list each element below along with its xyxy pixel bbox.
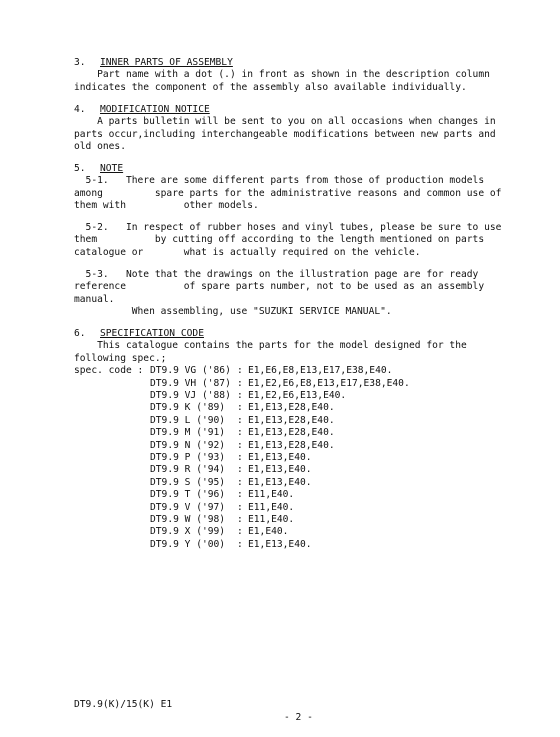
spec-model: DT9.9 L ('90) (150, 414, 226, 426)
spec-code-row (74, 365, 494, 377)
spec-region-codes: E11,E40. (248, 513, 295, 525)
spec-region-codes: E1,E13,E28,E40. (248, 414, 335, 426)
spec-code-row (74, 514, 494, 526)
spec-separator: : (237, 402, 243, 414)
spec-separator: : (237, 427, 243, 439)
note-5-2 (74, 222, 502, 259)
spec-region-codes: E1,E13,E40. (248, 476, 312, 488)
paragraph-line: 5-3. Note that the drawings on the illustration page are for ready (74, 269, 479, 280)
spec-separator: : (237, 439, 243, 451)
page-footer (74, 687, 494, 737)
spec-model: DT9.9 V ('97) (150, 501, 226, 513)
spec-model: DT9.9 R ('94) (150, 464, 226, 476)
spec-model: DT9.9 K ('89) (150, 402, 226, 414)
spec-code-row (74, 464, 494, 476)
spec-region-codes: E1,E13,E40. (248, 538, 312, 550)
spec-model: DT9.9 S ('95) (150, 476, 226, 488)
spec-separator: : (237, 513, 243, 525)
section-number: 5. (74, 163, 86, 174)
section-inner-parts (74, 57, 494, 94)
section-heading (74, 104, 494, 116)
spec-region-codes: E11,E40. (248, 489, 295, 501)
spec-model: DT9.9 VJ ('88) (150, 390, 231, 401)
spec-separator: : (237, 464, 243, 476)
spec-separator: : (237, 526, 243, 538)
section-number: 6. (74, 328, 86, 339)
paragraph-line: This catalogue contains the parts for the model designed for the (74, 340, 467, 352)
note-5-3 (74, 269, 494, 319)
spec-code-row (74, 539, 494, 551)
spec-code-row (74, 378, 494, 390)
section-note (74, 163, 502, 213)
paragraph-line: old ones. (74, 141, 126, 153)
spec-model: DT9.9 T ('96) (150, 489, 226, 501)
section-number: 4. (74, 104, 86, 115)
spec-separator: : (237, 501, 243, 513)
spec-code-row (74, 452, 494, 464)
spec-region-codes: E1,E13,E28,E40. (248, 439, 335, 451)
spec-code-table (74, 365, 494, 551)
spec-model: DT9.9 X ('99) (150, 526, 226, 538)
paragraph-line: manual. (74, 293, 115, 305)
spec-separator: : (237, 377, 243, 389)
spec-code-row (74, 477, 494, 489)
spec-code-row (74, 415, 494, 427)
section-heading (74, 328, 494, 340)
section-title: MODIFICATION NOTICE (100, 104, 210, 115)
spec-region-codes: E1,E40. (248, 526, 289, 538)
spec-model: DT9.9 Y ('00) (150, 538, 226, 550)
spec-region-codes: E1,E13,E40. (248, 464, 312, 476)
spec-code-row (74, 440, 494, 452)
section-heading (74, 163, 494, 175)
spec-region-codes: E1,E2,E6,E13,E40. (248, 390, 347, 401)
paragraph-line: them with other models. (74, 200, 259, 212)
spec-code-row (74, 390, 494, 402)
spec-code-row (74, 489, 494, 501)
section-title: NOTE (100, 163, 124, 174)
spec-model: DT9.9 M ('91) (150, 427, 226, 439)
section-specification-code (74, 328, 494, 551)
spec-separator: : (237, 451, 243, 463)
paragraph-line: 5-1. There are some different parts from those of production models (74, 175, 485, 187)
section-title: INNER PARTS OF ASSEMBLY (100, 57, 233, 68)
paragraph-line: among spare parts for the administrative reasons and common use of (74, 187, 502, 199)
page-number: - 2 - (284, 711, 313, 723)
spec-separator: : (237, 538, 243, 550)
spec-region-codes: E1,E13,E40. (248, 451, 312, 463)
spec-model: DT9.9 W ('98) (150, 513, 226, 525)
paragraph-line: following spec.; (74, 352, 167, 364)
spec-separator: : (237, 476, 243, 488)
spec-model: DT9.9 N ('92) (150, 439, 226, 451)
spec-region-codes: E11,E40. (248, 501, 295, 513)
spec-code-row (74, 526, 494, 538)
spec-region-codes: E1,E13,E28,E40. (248, 402, 335, 414)
note-5-1 (74, 175, 502, 212)
paragraph-line: catalogue or what is actually required on the vehicle. (74, 246, 421, 258)
paragraph-line: indicates the component of the assembly also available individually. (74, 81, 467, 93)
spec-separator: : (237, 365, 243, 377)
paragraph-line: A parts bulletin will be sent to you on all occasions when changes in (74, 116, 496, 128)
paragraph-line: parts occur,including interchangeable modifications between new parts and (74, 128, 496, 140)
spec-separator: : (237, 414, 243, 426)
spec-model: DT9.9 VG ('86) (150, 365, 231, 377)
spec-region-codes: E1,E13,E28,E40. (248, 427, 335, 439)
paragraph-line: reference of spare parts number, not to be used as an assembly (74, 281, 485, 293)
spec-model: DT9.9 VH ('87) (150, 377, 231, 389)
spec-code-row (74, 402, 494, 414)
section-heading (74, 57, 494, 69)
spec-model: DT9.9 P ('93) (150, 451, 226, 463)
spec-code-row (74, 502, 494, 514)
section-title: SPECIFICATION CODE (100, 328, 204, 339)
spec-separator: : (237, 489, 243, 501)
spec-region-codes: E1,E6,E8,E13,E17,E38,E40. (248, 365, 393, 377)
spec-code-label: spec. code : (74, 365, 144, 377)
spec-code-row (74, 427, 494, 439)
spec-separator: : (237, 390, 243, 401)
paragraph-line: them by cutting off according to the length mentioned on parts (74, 234, 485, 246)
spec-region-codes: E1,E2,E6,E8,E13,E17,E38,E40. (248, 377, 410, 389)
section-number: 3. (74, 57, 86, 68)
section-modification-notice (74, 104, 494, 154)
paragraph-line: When assembling, use "SUZUKI SERVICE MANUAL". (74, 306, 392, 318)
footer-model-code: DT9.9(K)/15(K) E1 (74, 699, 173, 711)
paragraph-line: 5-2. In respect of rubber hoses and vinyl tubes, please be sure to use (74, 222, 502, 233)
paragraph-line: Part name with a dot (.) in front as shown in the description column (74, 69, 490, 81)
